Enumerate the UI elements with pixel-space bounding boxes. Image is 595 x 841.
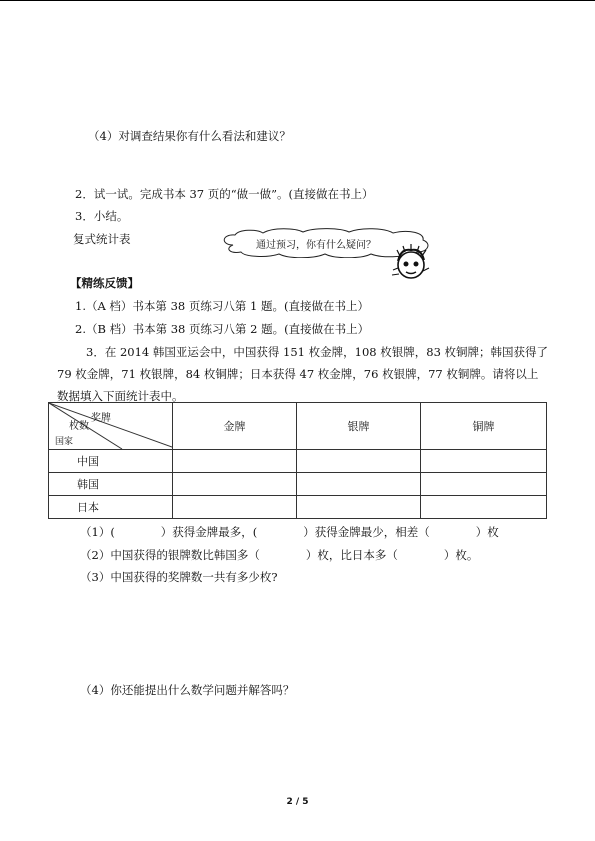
question-4-intro: （4）对调查结果你有什么看法和建议？ [88, 129, 291, 143]
practice-item-3-line-2: 79 枚金牌，71 枚银牌，84 枚铜牌；日本获得 47 枚金牌，76 枚银牌，77 枚铜牌。请将以上 [57, 367, 539, 381]
top-rule [0, 0, 595, 1]
corner-label-medal: 奖牌 [91, 413, 111, 424]
practice-item-2: 2.（B 档）书本第 38 页练习八第 2 题。(直接做在书上） [75, 322, 370, 336]
practice-item-3-line-1: 3．在 2014 韩国亚运会中，中国获得 151 枚金牌，108 枚银牌，83 枚铜牌；韩国获得了 [86, 345, 549, 359]
corner-label-count: 枚数 [69, 421, 89, 432]
question-2: （2）中国获得的银牌数比韩国多（ ）枚，比日本多（ ）枚。 [80, 548, 479, 562]
header-bronze: 铜牌 [421, 403, 547, 450]
header-silver: 银牌 [297, 403, 421, 450]
corner-cell [49, 403, 173, 450]
practice-heading: 【精练反馈】 [70, 276, 139, 290]
row-label-korea: 韩国 [49, 473, 173, 496]
page-number: 2 / 5 [286, 797, 309, 807]
item-3-summary: 3．小结。 [75, 209, 129, 223]
medal-table [48, 402, 547, 519]
cell-china-bronze[interactable] [421, 450, 547, 473]
cell-korea-bronze[interactable] [421, 473, 547, 496]
table-row [49, 496, 547, 519]
table-header-row [49, 403, 547, 450]
question-1: （1）( ）获得金牌最多，( ）获得金牌最少，相差（ ）枚 [80, 525, 499, 539]
cell-japan-bronze[interactable] [421, 496, 547, 519]
question-3: （3）中国获得的奖牌数一共有多少枚? [80, 570, 278, 584]
corner-label-country: 国家 [55, 437, 74, 447]
cell-korea-gold[interactable] [173, 473, 297, 496]
header-gold: 金牌 [173, 403, 297, 450]
practice-item-3-line-3: 数据填入下面统计表中。 [57, 389, 184, 403]
row-label-japan: 日本 [49, 496, 173, 519]
cell-korea-silver[interactable] [297, 473, 421, 496]
compound-table-title: 复式统计表 [73, 232, 131, 246]
item-2-try: 2．试一试。完成书本 37 页的“做一做”。(直接做在书上） [75, 187, 374, 201]
practice-item-1: 1.（A 档）书本第 38 页练习八第 1 题。(直接做在书上） [75, 299, 369, 313]
cell-japan-gold[interactable] [173, 496, 297, 519]
cell-japan-silver[interactable] [297, 496, 421, 519]
thinking-face-icon [389, 244, 433, 284]
table-row [49, 450, 547, 473]
table-row [49, 473, 547, 496]
cell-china-silver[interactable] [297, 450, 421, 473]
question-4: （4）你还能提出什么数学问题并解答吗？ [80, 683, 295, 697]
cell-china-gold[interactable] [173, 450, 297, 473]
row-label-china: 中国 [49, 450, 173, 473]
bubble-text: 通过预习，你有什么疑问？ [256, 240, 376, 251]
